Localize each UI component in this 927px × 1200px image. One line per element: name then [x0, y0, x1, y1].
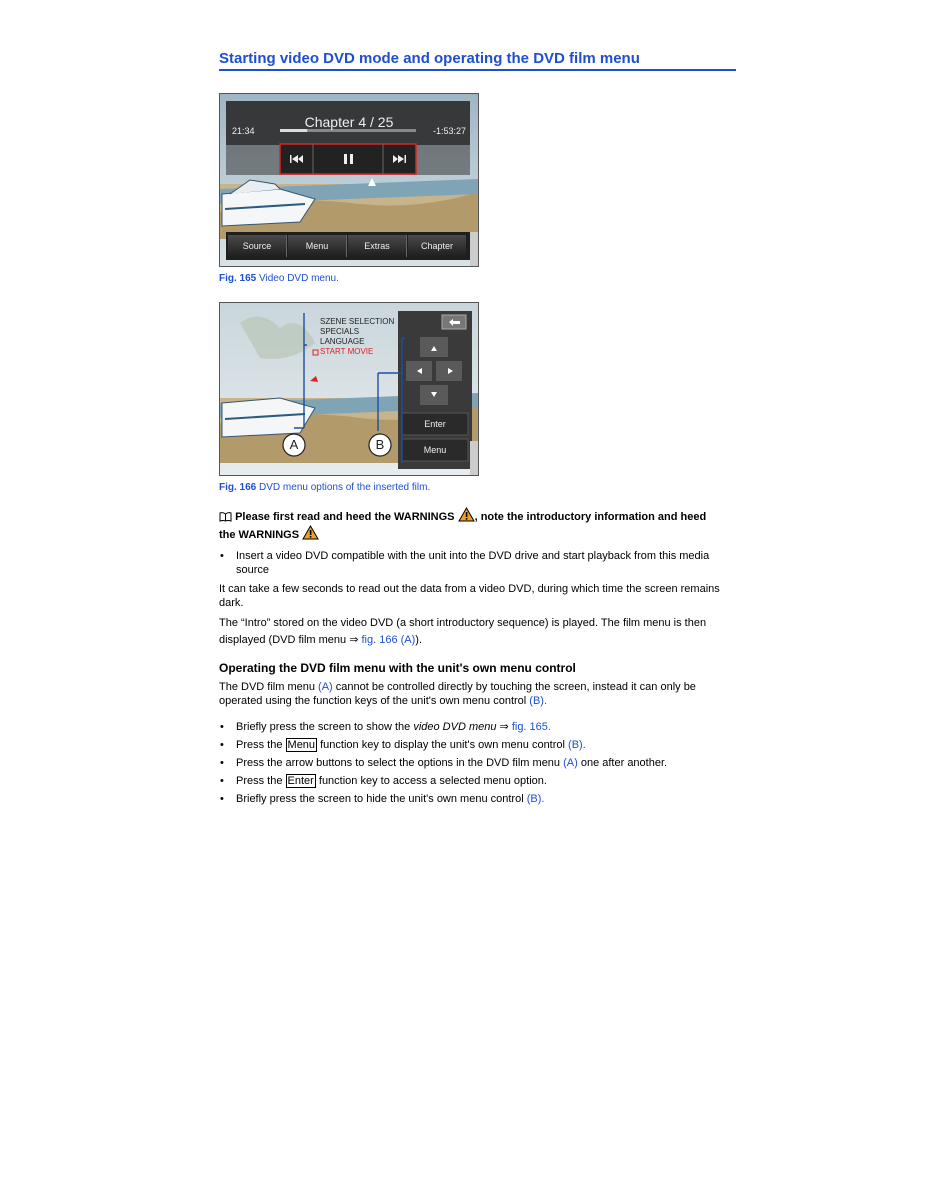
text: function key to display the unit's own menu control: [317, 739, 569, 751]
callout-a-label: A: [289, 437, 299, 452]
fig-165-link[interactable]: fig. 165.: [511, 721, 551, 733]
text: Press the arrow buttons to select the options in the DVD film menu: [236, 757, 564, 769]
ref-b: (B).: [568, 739, 586, 751]
callout-b-label: B: [375, 437, 385, 452]
caption-text: DVD menu options of the inserted film.: [259, 482, 431, 493]
text: ⇒: [496, 721, 512, 733]
caption-number: Fig. 166: [219, 482, 257, 493]
chapter-button[interactable]: Chapter: [408, 235, 466, 257]
figure-165-caption: [219, 273, 737, 284]
fig-166-link[interactable]: fig. 166 (A): [361, 634, 416, 646]
ref-a: (A): [318, 681, 333, 693]
intro-text-end: ).: [415, 634, 423, 646]
steps-list: [219, 718, 737, 808]
paragraph-read-time: It can take a few seconds to read out the data from a video DVD, during which time the screen remains dark.: [219, 583, 720, 609]
warning-text-2: , note the introductory information and heed: [474, 511, 707, 523]
warning-notice: [219, 507, 737, 543]
text: function key to access a selected menu option.: [315, 775, 547, 787]
intro-text: The “Intro” stored on the video DVD (a short introductory sequence) is played. The film menu is then displayed (DVD film menu ⇒: [219, 617, 707, 646]
text: The DVD film menu: [219, 681, 319, 693]
page-title: Starting video DVD mode and operating the DVD film menu: [219, 50, 736, 71]
text: Briefly press the screen to show the: [236, 721, 414, 733]
list-item: [219, 718, 737, 736]
text: Press the: [236, 739, 286, 751]
menu-item-language[interactable]: LANGUAGE: [320, 337, 365, 346]
enter-key-label: Enter: [287, 775, 314, 787]
text: Briefly press the screen to hide the unit's own menu control: [236, 793, 527, 805]
page-content: [219, 50, 737, 808]
figure-165-video-dvd-menu: [219, 93, 479, 267]
figure-166-caption: [219, 482, 737, 493]
caption-number: Fig. 165: [219, 273, 257, 284]
text: Press the: [236, 775, 286, 787]
ref-b: (B).: [529, 695, 548, 707]
source-button[interactable]: Source: [228, 235, 287, 257]
text: one after another.: [577, 757, 668, 769]
text-emphasis: video DVD menu: [413, 721, 497, 733]
paragraph-intro: [219, 615, 737, 649]
book-icon: [219, 511, 232, 522]
warning-text-3: the WARNINGS: [219, 529, 300, 541]
chapter-label: Chapter 4 / 25: [304, 114, 394, 130]
ref-b: (B).: [526, 793, 545, 805]
menu-label: Menu: [423, 445, 447, 455]
list-item: [219, 754, 737, 772]
text: cannot be controlled directly by touching the screen, instead it can only be operated using the function keys of the unit's own menu control: [219, 681, 696, 707]
warning-triangle-icon[interactable]: [302, 525, 319, 540]
figure-166-dvd-menu-options: [219, 302, 479, 476]
warning-text-1: Please first read and heed the WARNINGS: [235, 511, 455, 523]
extras-button[interactable]: Extras: [348, 235, 407, 257]
list-item: [219, 790, 737, 808]
paragraph-menu-control: [219, 680, 737, 708]
menu-item-scene-selection[interactable]: SZENE SELECTION: [320, 317, 395, 326]
list-item: [219, 736, 737, 754]
caption-text: Video DVD menu.: [259, 273, 339, 284]
time-elapsed: 21:34: [232, 126, 255, 136]
menu-item-start-movie[interactable]: START MOVIE: [320, 347, 374, 356]
menu-item-specials[interactable]: SPECIALS: [320, 327, 360, 336]
ref-a: (A): [563, 757, 578, 769]
menu-button[interactable]: Menu: [288, 235, 347, 257]
warning-triangle-icon[interactable]: [458, 507, 475, 522]
list-item: [219, 772, 737, 790]
time-remaining: -1:53:27: [432, 126, 466, 136]
section-heading: Operating the DVD film menu with the unit's own menu control: [219, 661, 576, 675]
insert-dvd-step: • Insert a video DVD compatible with the unit into the DVD drive and start playback from this media source: [219, 549, 737, 577]
menu-key-label: Menu: [287, 739, 316, 751]
enter-label: Enter: [424, 419, 446, 429]
